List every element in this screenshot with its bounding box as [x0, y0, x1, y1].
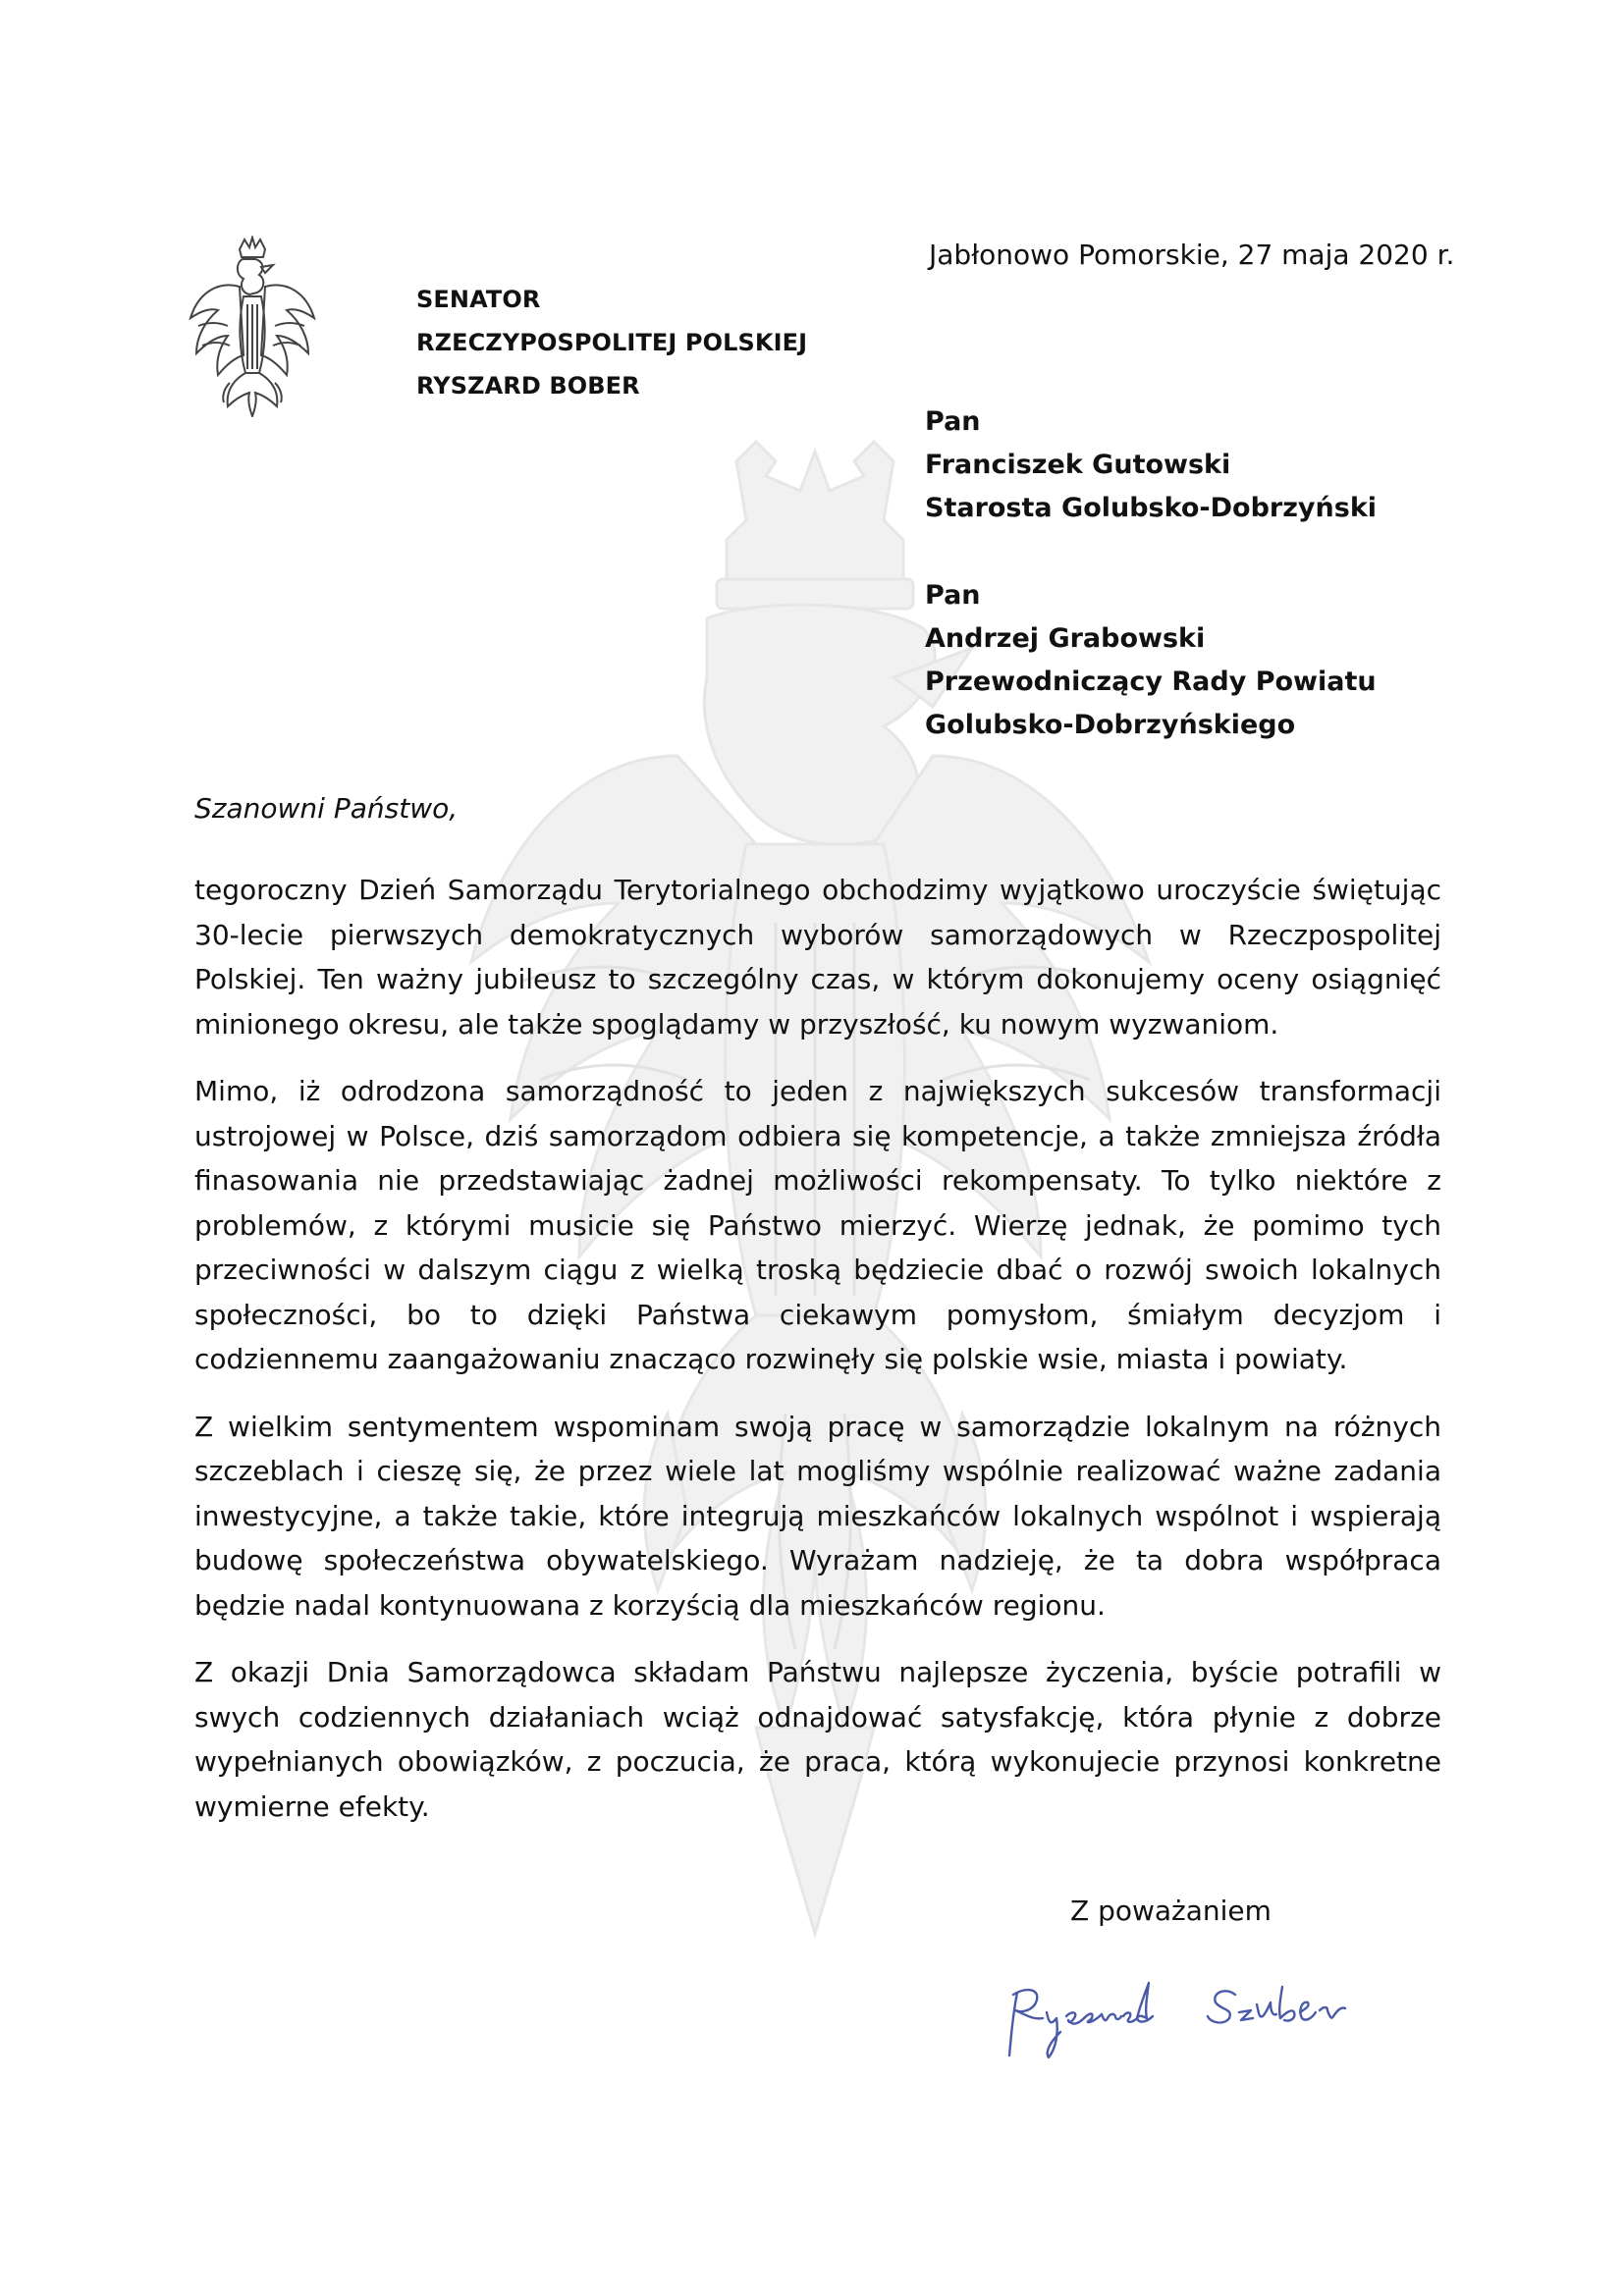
body-paragraph-3: Z wielkim sentymentem wspominam swoją pracę w samorządzie lokalnym na różnych szczeblach i cieszę się, że przez wiele lat mogliśmy wspólnie realizować ważne zadania inwestycyjne, a także takie, które integrują mieszkańców lokalnych wspólnot i wspierają budowę społeczeństwa obywatelskiego. Wyrażam nadzieję, że ta dobra współpraca będzie nadal kontynuowana z korzyścią dla mieszkańców regionu.: [194, 1410, 1441, 1622]
recipient-title-line-1: Przewodniczący Rady Powiatu: [925, 667, 1377, 697]
recipient-salutation: Pan: [925, 580, 981, 611]
body-paragraph-1: tegoroczny Dzień Samorządu Terytorialnego obchodzimy wyjątkowo uroczyście świętując 30-lecie pierwszych demokratycznych wyborów samorządowych w Rzeczpospolitej Polskiej. Ten ważny jubileusz to szczególny czas, w którym dokonujemy oceny osiągnięć minionego okresu, ale także spoglądamy w przyszłość, ku nowym wyzwaniom.: [194, 874, 1441, 1041]
recipient-block-2: [925, 574, 1377, 747]
body-paragraph-2: Mimo, iż odrodzona samorządność to jeden z największych sukcesów transformacji ustrojowej w Polsce, dziś samorządom odbiera się kompetencje, a także zmniejsza źródła finasowania nie przedstawiając żadnej możliwości rekompensaty. To tylko niektóre z problemów, z którymi musicie się Państwo mierzyć. Wierzę jednak, że pomimo tych przeciwności w dalszym ciągu z wielką troską będziecie dbać o rozwój swoich lokalnych społeczności, bo to dzięki Państwa ciekawym pomysłom, śmiałym decyzjom i codziennemu zaangażowaniu znacząco rozwinęły się polskie wsie, miasta i powiaty.: [194, 1075, 1441, 1375]
sender-line-2: RZECZYPOSPOLITEJ POLSKIEJ: [416, 329, 808, 356]
eagle-emblem-icon: [189, 236, 316, 417]
place-and-date: Jabłonowo Pomorskie, 27 maja 2020 r.: [929, 239, 1455, 271]
sender-line-1: SENATOR: [416, 286, 541, 313]
recipient-salutation: Pan: [925, 406, 981, 437]
body-paragraph-4: Z okazji Dnia Samorządowca składam Państwu najlepsze życzenia, byście potrafili w swych codziennych działaniach wciąż odnajdować satysfakcję, która płynie z dobrze wypełnianych obowiązków, z poczucia, że praca, którą wykonujecie przynosi konkretne wymierne efekty.: [194, 1656, 1441, 1823]
closing: Z poważaniem: [1070, 1895, 1272, 1927]
greeting: Szanowni Państwo,: [194, 792, 459, 825]
handwritten-signature: [1000, 1973, 1392, 2061]
letter-body: [194, 868, 1441, 1851]
recipient-title-line-2: Golubsko-Dobrzyńskiego: [925, 710, 1296, 740]
recipient-block-1: [925, 400, 1377, 530]
recipients: [925, 400, 1377, 747]
sender-line-3: RYSZARD BOBER: [416, 372, 640, 400]
recipient-name: Andrzej Grabowski: [925, 623, 1206, 654]
sender-header: [416, 278, 807, 407]
recipient-title: Starosta Golubsko-Dobrzyński: [925, 493, 1378, 523]
recipient-name: Franciszek Gutowski: [925, 450, 1231, 480]
